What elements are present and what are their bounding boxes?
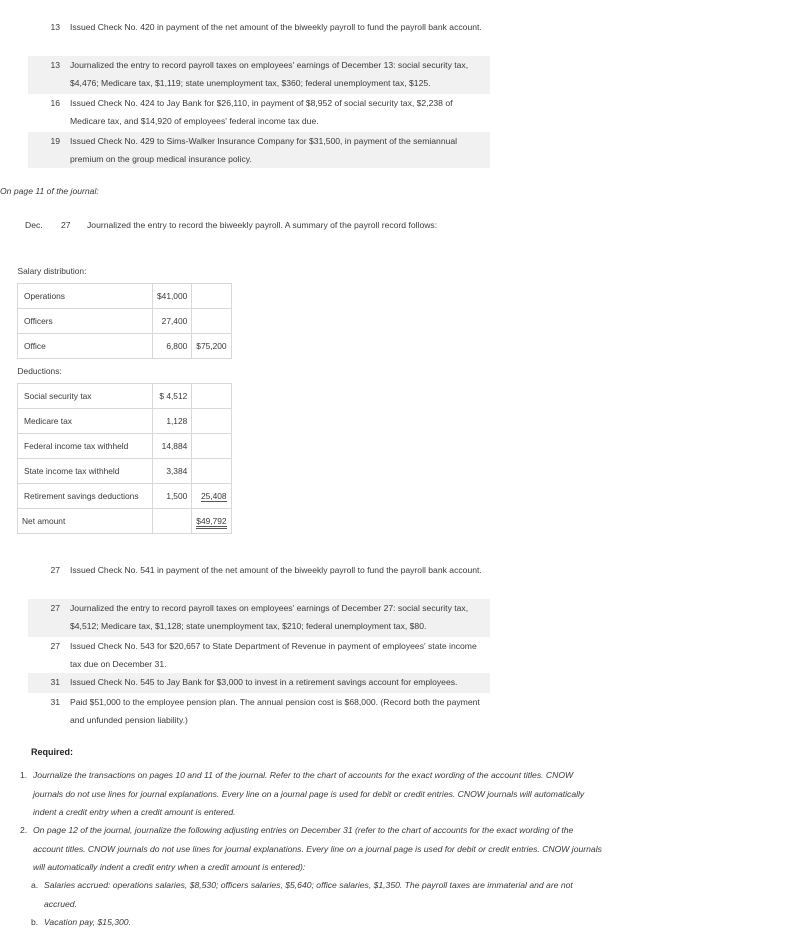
table-row <box>18 284 232 309</box>
item-text: Journalize the transactions on pages 10 and 11 of the journal. Refer to the chart of accounts for the exact wording of the account titles. CNOW journals do not use lines for journal explanations. Every line on a journal page is used for debit or credit entries. CNOW journals will automatically indent a credit entry when a credit amount is entered. <box>33 770 585 817</box>
row-amount: 1,500 <box>153 484 192 509</box>
row-label: Officers <box>18 309 153 334</box>
transaction-row <box>28 673 490 693</box>
transaction-text: Paid $51,000 to the employee pension plan. The annual pension cost is $68,000. (Record both the payment and unfunded pension liability.) <box>70 697 480 725</box>
item-number: 2. <box>20 825 28 835</box>
row-label: State income tax withheld <box>18 459 153 484</box>
row-total <box>192 284 231 309</box>
row-label: Social security tax <box>18 384 153 409</box>
transaction-day: 16 <box>50 98 60 108</box>
transaction-day: 27 <box>50 565 60 575</box>
transaction-day: 13 <box>50 22 60 32</box>
dec-text: Journalized the entry to record the biweekly payroll. A summary of the payroll record follows: <box>87 220 438 230</box>
table-row <box>18 359 232 384</box>
dec-month: Dec. <box>25 220 43 230</box>
row-total <box>192 459 231 484</box>
transaction-day: 13 <box>50 60 60 70</box>
required-subitem <box>31 913 604 932</box>
required-subitem <box>31 876 604 913</box>
row-amount: 6,800 <box>153 334 192 359</box>
transaction-text: Issued Check No. 424 to Jay Bank for $26,110, in payment of $8,952 of social security tax, $2,238 of Medicare tax, and $14,920 of employees' federal income tax due. <box>70 98 453 126</box>
item-text: On page 12 of the journal, journalize the following adjusting entries on December 31 (refer to the chart of accounts for the exact wording of the account titles. CNOW journals do not use lines for journal explanations. Every line on a journal page is used for debit or credit entries. CNOW journals will automatically indent a credit entry when a credit amount is entered): <box>33 825 602 872</box>
table-row <box>18 459 232 484</box>
row-total <box>192 409 231 434</box>
item-text: Salaries accrued: operations salaries, $8,530; officers salaries, $5,640; office salaries, $1,350. The payroll taxes are immaterial and are not accrued. <box>44 880 573 909</box>
journal-page-note: On page 11 of the journal: <box>0 186 99 196</box>
row-total <box>192 384 231 409</box>
table-row <box>18 409 232 434</box>
row-label: Office <box>18 334 153 359</box>
transaction-day: 27 <box>50 603 60 613</box>
row-amount: 1,128 <box>153 409 192 434</box>
row-label: Federal income tax withheld <box>18 434 153 459</box>
transaction-row <box>28 18 490 56</box>
transaction-text: Journalized the entry to record payroll taxes on employees' earnings of December 13: social security tax, $4,476; Medicare tax, $1,119; state unemployment tax, $360; federal unemployment tax, $125. <box>70 60 469 88</box>
row-label: Retirement savings deductions <box>18 484 153 509</box>
transaction-text: Issued Check No. 545 to Jay Bank for $3,000 to invest in a retirement savings account for employees. <box>70 677 458 687</box>
net-amount-label: Net amount <box>18 509 153 534</box>
net-amount-value: $49,792 <box>196 516 226 529</box>
transaction-row <box>28 94 490 132</box>
row-label: Operations <box>18 284 153 309</box>
row-total-value: 25,408 <box>200 491 227 501</box>
net-amount-total <box>192 509 231 534</box>
row-total <box>192 484 231 509</box>
dec-day: 27 <box>61 220 71 230</box>
table-row <box>18 484 232 509</box>
item-text: Vacation pay, $15,300. <box>44 917 131 927</box>
transaction-row <box>28 561 490 599</box>
transaction-row <box>28 599 490 637</box>
transaction-text: Issued Check No. 420 in payment of the net amount of the biweekly payroll to fund the payroll bank account. <box>70 22 482 32</box>
row-amount: $ 4,512 <box>153 384 192 409</box>
transaction-text: Issued Check No. 543 for $20,657 to State Department of Revenue in payment of employees' state income tax due on December 31. <box>70 641 477 669</box>
table-row <box>18 259 232 284</box>
table-row <box>18 309 232 334</box>
required-item <box>20 821 603 877</box>
table-row <box>18 384 232 409</box>
required-item <box>20 766 603 822</box>
table-row <box>18 509 232 534</box>
transaction-row <box>28 637 490 673</box>
transaction-day: 27 <box>50 641 60 651</box>
deductions-heading: Deductions: <box>17 366 62 376</box>
row-amount: $41,000 <box>153 284 192 309</box>
transaction-row <box>28 132 490 168</box>
required-heading: Required: <box>31 747 74 757</box>
payroll-summary-table <box>17 259 232 534</box>
item-number: 1. <box>20 770 28 780</box>
row-amount: 3,384 <box>153 459 192 484</box>
row-total <box>192 434 231 459</box>
transaction-row <box>28 56 490 94</box>
table-row <box>18 434 232 459</box>
item-letter: b. <box>31 917 39 927</box>
table-row <box>18 334 232 359</box>
row-amount <box>153 509 192 534</box>
row-total <box>192 309 231 334</box>
transaction-row <box>28 693 490 731</box>
transaction-day: 31 <box>50 697 60 707</box>
item-letter: a. <box>31 880 39 890</box>
row-label: Medicare tax <box>18 409 153 434</box>
row-total: $75,200 <box>192 334 231 359</box>
row-amount: 27,400 <box>153 309 192 334</box>
transaction-day: 31 <box>50 677 60 687</box>
transaction-text: Issued Check No. 429 to Sims-Walker Insurance Company for $31,500, in payment of the semiannual premium on the group medical insurance policy. <box>70 136 458 164</box>
transaction-day: 19 <box>50 136 60 146</box>
transaction-text: Journalized the entry to record payroll taxes on employees' earnings of December 27: social security tax, $4,512; Medicare tax, $1,128; state unemployment tax, $210; federal unemployment tax, $80. <box>70 603 469 631</box>
row-amount: 14,884 <box>153 434 192 459</box>
transaction-text: Issued Check No. 541 in payment of the net amount of the biweekly payroll to fund the payroll bank account. <box>70 565 482 575</box>
salary-heading: Salary distribution: <box>17 266 87 276</box>
